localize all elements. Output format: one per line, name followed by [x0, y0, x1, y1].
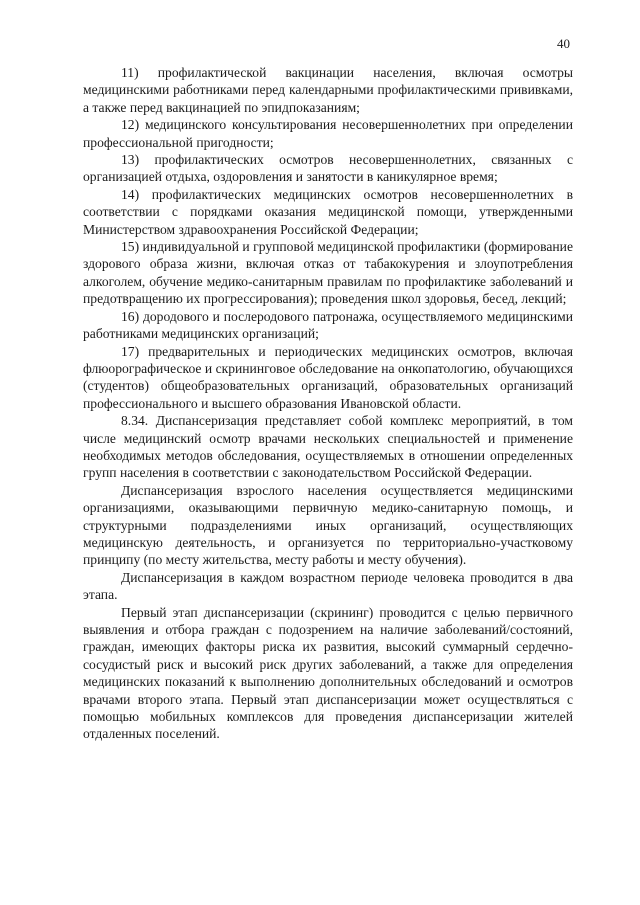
- paragraph-item-12: 12) медицинского консультирования несовершеннолетних при определении профессиональной пригодности;: [83, 117, 573, 150]
- paragraph-two-stages: Диспансеризация в каждом возрастном периоде человека проводится в два этапа.: [83, 569, 573, 603]
- paragraph-item-11: 11) профилактической вакцинации населения, включая осмотры медицинскими работниками перед календарными профилактическими прививками, а также перед вакцинацией по эпидпоказаниям;: [83, 65, 573, 115]
- paragraph-item-14: 14) профилактических медицинских осмотров несовершеннолетних в соответствии с порядками оказания медицинской помощи, утвержденными Министерством здравоохранения Российской Федерации;: [83, 186, 573, 237]
- paragraph-section-8-34: 8.34. Диспансеризация представляет собой комплекс мероприятий, в том числе медицинский осмотр врачами нескольких специальностей и применение необходимых методов обследования, осуществляемых в отношении определенных групп населения в соответствии с законодательством Российской Федерации.: [83, 413, 573, 481]
- paragraph-item-15: 15) индивидуальной и групповой медицинской профилактики (формирование здорового образа жизни, включая отказ от табакокурения и злоупотребления алкоголем, обучение медико-санитарным правилам по профилактике заболеваний и предотвращению их прогрессирования); проведения школ здоровья, бесед, лекций;: [83, 239, 573, 307]
- page-number: 40: [557, 36, 570, 51]
- paragraph-first-stage: Первый этап диспансеризации (скрининг) проводится с целью первичного выявления и отбора граждан с подозрением на наличие заболеваний/состояний, граждан, имеющих факторы риска их развития, высокий суммарный сердечно-сосудистый риск и высокий риск других заболеваний, а также для определения медицинских показаний к выполнению дополнительных обследований и осмотров врачами второго этапа. Первый этап диспансеризации может осуществляться с помощью мобильных комплексов для проведения диспансеризации жителей отдаленных поселений.: [83, 604, 573, 742]
- document-body: [83, 64, 573, 743]
- paragraph-item-17: 17) предварительных и периодических медицинских осмотров, включая флюорографическое и скрининговое обследование на онкопатологию, обучающихся (студентов) общеобразовательных организаций, образовательных организаций профессионального и высшего образования Ивановской области.: [83, 343, 573, 411]
- paragraph-item-16: 16) дородового и послеродового патронажа, осуществляемого медицинскими работниками медицинских организаций;: [83, 308, 573, 342]
- paragraph-adult-screening: Диспансеризация взрослого населения осуществляется медицинскими организациями, оказывающими первичную медико-санитарную помощь, и структурными подразделениями иных организаций, осуществляющих медицинскую деятельность, и организуется по территориально-участковому принципу (по месту жительства, месту работы и месту обучения).: [83, 482, 573, 568]
- paragraph-item-13: 13) профилактических осмотров несовершеннолетних, связанных с организацией отдыха, оздоровления и занятости в каникулярное время;: [83, 152, 573, 185]
